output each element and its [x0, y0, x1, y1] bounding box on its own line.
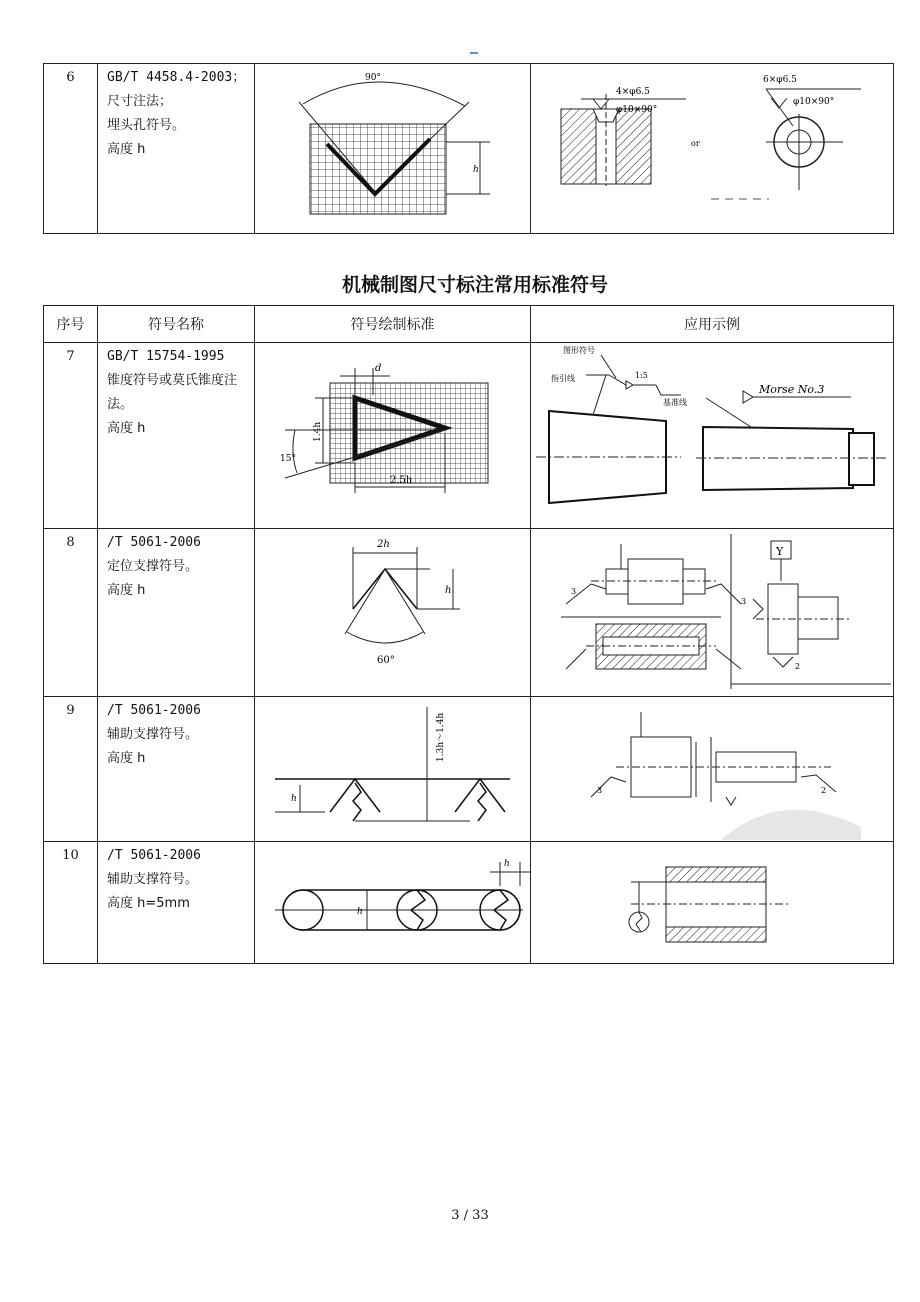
header-drawing-standard: 符号绘制标准 — [255, 306, 531, 343]
width-label: h — [504, 859, 510, 869]
symbol-name-cell — [98, 64, 255, 234]
table-row — [44, 343, 894, 529]
application-example-cell — [531, 64, 894, 234]
application-example-cell — [531, 842, 894, 964]
drawing-standard-cell — [255, 697, 531, 842]
auxiliary-support-circle-application-drawing — [531, 842, 894, 962]
symbol-name-cell — [98, 343, 255, 529]
angle-15-label: 15° — [280, 454, 296, 464]
symbol-description: 辅助支撑符号。 高度 h — [107, 727, 199, 766]
locating-support-symbol-drawing — [255, 529, 531, 695]
base-line-label: 基准线 — [663, 398, 687, 407]
morse-label: Morse No.3 — [759, 383, 825, 396]
row-number: 9 — [44, 697, 98, 842]
application-example-cell — [531, 529, 894, 697]
symbol-name-cell — [98, 697, 255, 842]
symbol-description: 辅助支撑符号。 高度 h=5mm — [107, 872, 199, 911]
height-label: h — [473, 165, 479, 175]
table-row — [44, 64, 894, 234]
length-25h-label: 2.5h — [390, 475, 413, 486]
height-range-label: 1.3h～1.4h — [436, 712, 446, 762]
page-marker — [470, 52, 478, 54]
row-number: 8 — [44, 529, 98, 697]
support-count-3-label: 3 — [571, 587, 577, 596]
standard-code: /T 5061-2006 — [107, 703, 201, 718]
symbol-description: 尺寸注法； 埋头孔符号。 高度 h — [107, 94, 186, 157]
header-row — [44, 306, 894, 343]
taper-application-drawing — [531, 343, 894, 527]
header-number: 序号 — [44, 306, 98, 343]
locating-support-application-drawing — [531, 529, 894, 695]
height-label: h — [357, 907, 363, 917]
table-row — [44, 529, 894, 697]
symbol-name-cell — [98, 529, 255, 697]
table-row — [44, 842, 894, 964]
table-top — [43, 63, 894, 234]
drawing-standard-cell — [255, 64, 531, 234]
example-label-2: φ10×90° — [616, 105, 658, 115]
example-label-4: φ10×90° — [793, 97, 835, 107]
standard-code: GB/T 15754-1995 — [107, 349, 225, 364]
taper-ratio-label: 1:5 — [635, 371, 648, 380]
symbol-description: 定位支撑符号。 高度 h — [107, 559, 199, 598]
symbol-description: 锥度符号或莫氏锥度注法。 高度 h — [107, 373, 238, 436]
standard-code: /T 5061-2006 — [107, 848, 201, 863]
example-label-3: 6×φ6.5 — [763, 75, 797, 85]
taper-symbol-drawing — [255, 343, 531, 527]
standard-code: /T 5061-2006 — [107, 535, 201, 550]
row-number: 6 — [44, 64, 98, 234]
countersink-symbol-drawing — [255, 64, 531, 232]
support-count-3-label: 3 — [597, 786, 603, 795]
support-count-2-label: 2 — [821, 786, 827, 795]
row-number: 10 — [44, 842, 98, 964]
datum-y-label: Y — [776, 545, 784, 558]
symbol-name-cell — [98, 842, 255, 964]
drawing-standard-cell — [255, 343, 531, 529]
header-application: 应用示例 — [531, 306, 894, 343]
angle-label: 90° — [365, 73, 381, 83]
width-2h-label: 2h — [377, 539, 390, 550]
row-number: 7 — [44, 343, 98, 529]
height-label: h — [291, 794, 297, 804]
header-symbol-name: 符号名称 — [98, 306, 255, 343]
page-number: 3 / 33 — [451, 1208, 489, 1223]
angle-60-label: 60° — [377, 655, 395, 666]
height-label: h — [445, 585, 452, 596]
auxiliary-support-application-drawing — [531, 697, 894, 840]
figure-symbol-label: 图形符号 — [563, 346, 595, 355]
auxiliary-support-circle-symbol-drawing — [255, 842, 531, 962]
table-main — [43, 305, 894, 964]
support-count-3-label: 3 — [741, 597, 747, 606]
table-row — [44, 697, 894, 842]
or-label: or — [691, 139, 700, 148]
drawing-standard-cell — [255, 529, 531, 697]
page-title: 机械制图尺寸标注常用标准符号 — [341, 274, 608, 296]
d-label: d — [375, 363, 382, 374]
standard-code: GB/T 4458.4-2003； — [107, 70, 246, 85]
example-label-1: 4×φ6.5 — [616, 87, 650, 97]
drawing-standard-cell — [255, 842, 531, 964]
countersink-application-drawing — [531, 64, 894, 232]
application-example-cell — [531, 697, 894, 842]
auxiliary-support-symbol-drawing — [255, 697, 531, 840]
support-count-2-label: 2 — [795, 662, 801, 671]
application-example-cell — [531, 343, 894, 529]
height-14h-label: 1.4h — [313, 421, 323, 442]
leader-line-label: 指引线 — [551, 374, 575, 383]
